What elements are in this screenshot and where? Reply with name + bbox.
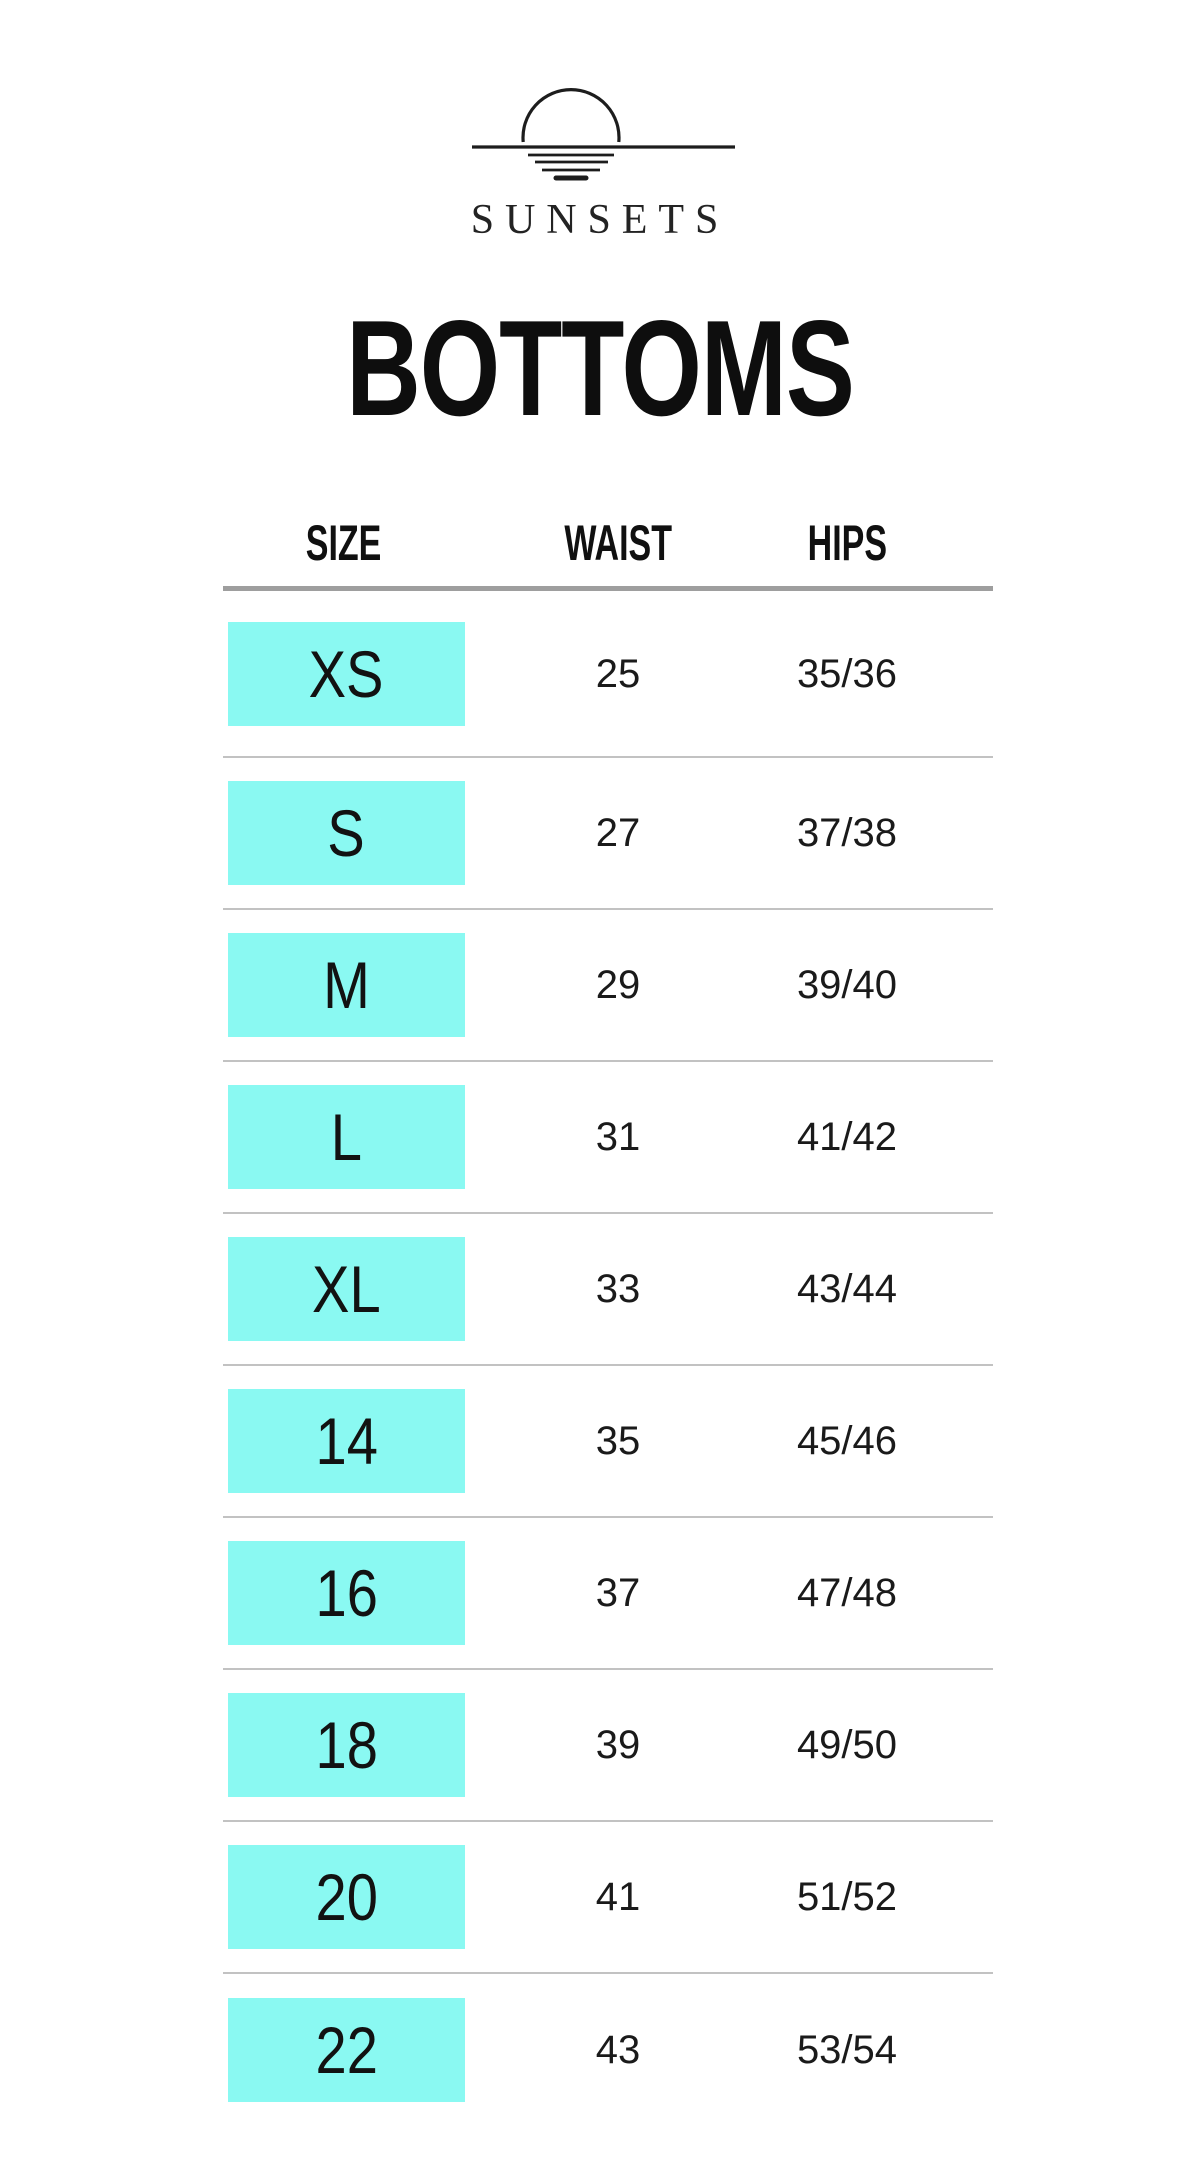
sun-arc-shape [523, 90, 619, 142]
table-row [223, 1822, 993, 1974]
waist-value: 33 [595, 1267, 641, 1311]
size-badge: M [228, 933, 465, 1037]
size-badge: XL [228, 1237, 465, 1341]
waist-value: 27 [595, 811, 641, 855]
waist-value: 39 [595, 1723, 641, 1767]
size-table [223, 436, 993, 2126]
table-row [223, 1366, 993, 1518]
waist-value: 43 [595, 2028, 641, 2072]
size-cell [223, 1998, 465, 2102]
size-badge: XS [228, 622, 465, 726]
size-cell [223, 1845, 465, 1949]
size-badge: 16 [228, 1541, 465, 1645]
hips-value: 37/38 [796, 811, 898, 855]
hips-value: 39/40 [796, 963, 898, 1007]
waist-value: 31 [595, 1115, 641, 1159]
page-title: BOTTOMS [346, 292, 854, 444]
column-header-hips: HIPS [807, 515, 887, 571]
hips-value: 49/50 [796, 1723, 898, 1767]
size-cell [223, 1389, 465, 1493]
table-row [223, 1670, 993, 1822]
column-header-size: SIZE [306, 515, 382, 571]
table-header-row [223, 436, 993, 591]
size-cell [223, 781, 465, 885]
hips-value: 45/46 [796, 1419, 898, 1463]
size-badge: 18 [228, 1693, 465, 1797]
size-cell [223, 1541, 465, 1645]
table-row [223, 1974, 993, 2126]
table-row [223, 1062, 993, 1214]
column-header-waist: WAIST [564, 515, 672, 571]
size-table-body [223, 591, 993, 2126]
waist-value: 41 [595, 1875, 641, 1919]
waist-value: 35 [595, 1419, 641, 1463]
size-cell [223, 1237, 465, 1341]
brand-header [0, 0, 1200, 244]
hips-value: 47/48 [796, 1571, 898, 1615]
hips-value: 41/42 [796, 1115, 898, 1159]
size-cell [223, 1085, 465, 1189]
table-row [223, 758, 993, 910]
brand-name: SUNSETS [470, 197, 730, 243]
size-badge: 20 [228, 1845, 465, 1949]
table-row [223, 1518, 993, 1670]
size-badge: 22 [228, 1998, 465, 2102]
table-row [223, 1214, 993, 1366]
sunset-logo-icon [450, 55, 750, 190]
size-badge: 14 [228, 1389, 465, 1493]
waist-value: 25 [595, 651, 641, 696]
waist-value: 29 [595, 963, 641, 1007]
size-badge: L [228, 1085, 465, 1189]
table-row [223, 591, 993, 758]
size-badge: S [228, 781, 465, 885]
hips-value: 53/54 [796, 2028, 898, 2072]
size-cell [223, 622, 465, 726]
size-cell [223, 1693, 465, 1797]
hips-value: 43/44 [796, 1267, 898, 1311]
hips-value: 35/36 [796, 651, 898, 696]
hips-value: 51/52 [796, 1875, 898, 1919]
waist-value: 37 [595, 1571, 641, 1615]
size-cell [223, 933, 465, 1037]
table-row [223, 910, 993, 1062]
